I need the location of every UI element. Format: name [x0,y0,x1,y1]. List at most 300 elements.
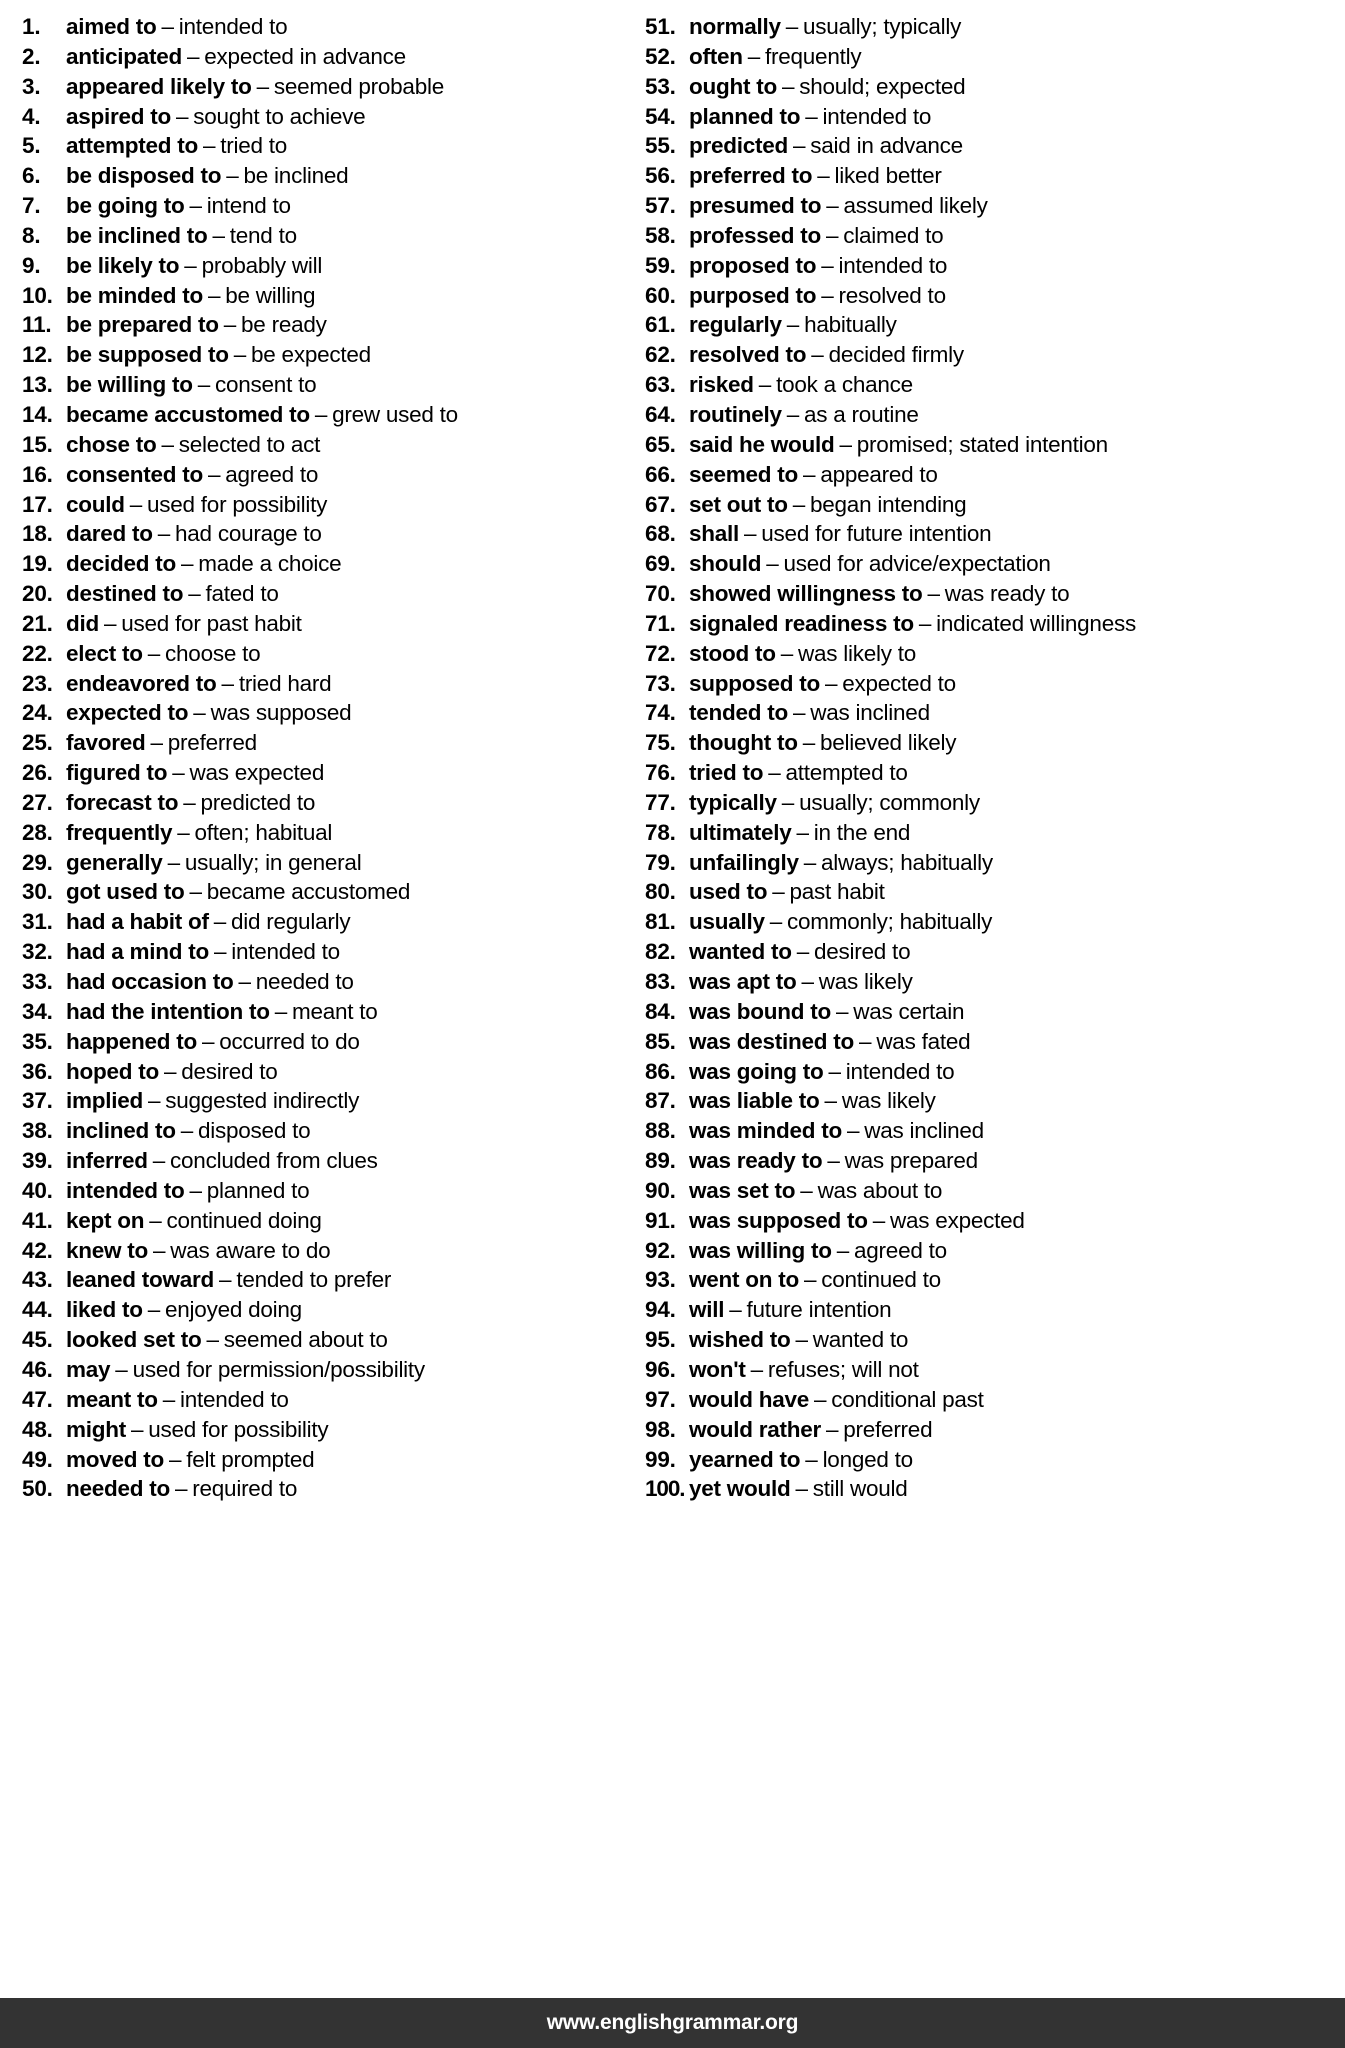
list-item-dash: – [177,819,190,845]
list-item [22,1474,645,1504]
list-item [645,877,1345,907]
list-item-number: 80. [645,879,676,905]
list-item [645,937,1345,967]
list-item-number: 85. [645,1028,676,1054]
list-item-definition: preferred [167,730,257,756]
list-item-number: 67. [645,491,676,517]
list-item-number: 38. [22,1118,53,1144]
list-item [22,102,645,132]
list-item-term: be inclined to [66,222,208,248]
list-item-number: 24. [22,700,53,726]
list-item [645,728,1345,758]
list-item-definition: frequently [765,43,862,69]
list-item-definition: claimed to [843,222,944,248]
list-item [22,788,645,818]
list-item-definition: longed to [822,1446,913,1472]
list-item-term: wished to [689,1327,791,1353]
list-item-definition: desired to [814,939,911,965]
list-item-definition: often; habitual [194,819,333,845]
list-item-number: 56. [645,163,676,189]
list-item-number: 16. [22,461,53,487]
list-item-term: looked set to [66,1327,202,1353]
list-item-number: 93. [645,1267,676,1293]
list-item-dash: – [803,461,816,487]
list-item-definition: needed to [255,969,354,994]
list-item-term: was liable to [689,1088,820,1114]
list-item [645,42,1345,72]
list-item-term: was bound to [689,998,831,1024]
list-item [22,1146,645,1176]
list-item [645,490,1345,520]
list-item [645,340,1345,370]
list-item-number: 42. [22,1237,53,1263]
list-item-definition: agreed to [854,1237,947,1263]
list-item-term: said he would [689,431,835,457]
list-item [645,1146,1345,1176]
list-item-number: 89. [645,1148,676,1174]
list-item-number: 100. [645,1476,685,1502]
list-item-number: 15. [22,431,53,457]
list-item-definition: selected to act [178,431,321,457]
list-item-definition: consent to [215,372,317,398]
list-item-number: 57. [645,193,676,219]
list-item-term: went on to [689,1267,799,1293]
list-item [22,131,645,161]
list-item [22,1385,645,1415]
list-item-number: 35. [22,1028,53,1054]
list-item-term: won't [689,1356,746,1382]
list-item-dash: – [927,581,940,607]
vocabulary-list [0,12,1345,1504]
list-item [645,639,1345,669]
list-item-term: be disposed to [66,163,222,189]
list-item-dash: – [208,461,221,487]
list-item-number: 45. [22,1327,53,1353]
list-item-number: 43. [22,1267,53,1293]
list-item [22,430,645,460]
list-item-term: had a mind to [66,939,209,965]
list-item-definition: did regularly [231,909,351,935]
list-item [645,1385,1345,1415]
list-item-dash: – [803,849,817,875]
list-item-term: aspired to [66,103,172,129]
list-item-number: 36. [22,1058,53,1084]
list-item-dash: – [256,73,269,99]
list-item-number: 83. [645,969,676,994]
list-item-term: had occasion to [66,969,234,994]
list-item-dash: – [148,1088,161,1114]
list-item-number: 1. [22,14,41,39]
list-item-definition: felt prompted [186,1446,315,1472]
list-item-number: 79. [645,849,676,875]
list-item [22,400,645,430]
list-item [645,102,1345,132]
list-item-definition: meant to [291,998,378,1024]
list-item-term: was willing to [689,1237,832,1263]
list-item-dash: – [189,879,202,905]
list-item-term: kept on [66,1207,145,1233]
list-item-dash: – [197,372,211,398]
list-item-number: 90. [645,1177,676,1203]
list-item-definition: became accustomed [206,879,411,905]
list-item-number: 33. [22,969,53,994]
list-item-term: normally [689,14,781,39]
list-item-number: 49. [22,1446,53,1472]
list-item [645,191,1345,221]
list-item-term: inferred [66,1148,148,1174]
list-item [22,251,645,281]
list-item-term: was destined to [689,1028,855,1054]
list-item-number: 28. [22,819,53,845]
list-item-definition: was prepared [844,1148,978,1174]
list-item-dash: – [729,1297,742,1323]
list-item-dash: – [167,849,180,875]
list-column-left [0,12,645,1504]
list-item-number: 27. [22,789,53,815]
list-item-definition: agreed to [225,461,319,487]
list-item [22,728,645,758]
list-item-definition: probably will [201,252,323,278]
list-item-term: appeared likely to [66,73,252,99]
list-item-term: was going to [689,1058,824,1084]
list-item-term: liked to [66,1297,143,1323]
list-item-definition: as a routine [804,401,919,427]
list-item-dash: – [821,282,834,308]
list-item [22,340,645,370]
list-item-definition: preferred [843,1416,933,1442]
list-item [645,460,1345,490]
list-item-term: signaled readiness to [689,610,914,636]
list-item-dash: – [221,670,234,696]
list-item [22,281,645,311]
list-item-definition: choose to [165,640,261,666]
list-item-dash: – [847,1118,860,1144]
list-item-term: regularly [689,312,782,338]
list-item-definition: be expected [251,342,371,368]
list-item-definition: disposed to [198,1118,311,1144]
list-item-number: 87. [645,1088,676,1114]
list-item [645,758,1345,788]
list-item-term: might [66,1416,126,1442]
list-item-definition: sought to achieve [193,103,366,129]
list-item-term: set out to [689,491,788,517]
list-item-dash: – [828,1058,841,1084]
list-item [645,698,1345,728]
list-item-dash: – [172,760,185,786]
list-item-dash: – [780,640,793,666]
list-item-term: happened to [66,1028,197,1054]
list-item-number: 5. [22,133,41,159]
list-item-dash: – [744,521,757,547]
list-item [22,937,645,967]
list-item-dash: – [169,1446,182,1472]
list-item-definition: be willing [225,282,316,308]
list-item-definition: be ready [241,312,327,338]
list-item-definition: was supposed [210,700,352,726]
list-item-term: decided to [66,551,177,577]
list-item-definition: wanted to [812,1327,909,1353]
list-item-dash: – [208,282,221,308]
list-item-definition: intended to [838,252,948,278]
list-item-dash: – [793,133,806,159]
list-item-number: 91. [645,1207,676,1233]
list-item [22,370,645,400]
list-item [22,1325,645,1355]
list-item [22,1057,645,1087]
list-item-definition: began intending [810,491,967,517]
list-item [645,370,1345,400]
list-item-number: 7. [22,193,41,219]
list-item-dash: – [274,998,287,1024]
list-item-definition: was inclined [810,700,930,726]
list-item-term: ultimately [689,819,792,845]
list-item-dash: – [836,1237,850,1263]
site-url[interactable]: www.englishgrammar.org [546,2011,799,2034]
list-item-number: 73. [645,670,676,696]
list-item [645,1295,1345,1325]
list-item-dash: – [772,879,785,905]
list-item-term: needed to [66,1476,171,1502]
list-item-dash: – [827,1148,840,1174]
list-item-definition: was likely to [798,640,917,666]
list-item-number: 40. [22,1177,53,1203]
list-item-number: 29. [22,849,53,875]
list-item [645,1176,1345,1206]
list-item-number: 64. [645,401,676,427]
list-item-term: hoped to [66,1058,159,1084]
list-item-dash: – [184,252,197,278]
list-item [22,191,645,221]
list-item-number: 34. [22,998,53,1024]
list-item [22,490,645,520]
list-item-dash: – [781,789,795,815]
list-item-definition: intended to [822,103,932,129]
list-item-dash: – [786,401,800,427]
list-item-term: usually [689,909,765,935]
list-item-term: be likely to [66,252,180,278]
list-item-number: 20. [22,581,53,607]
list-item-term: would rather [689,1416,822,1442]
list-item-dash: – [161,14,174,39]
list-item-number: 37. [22,1088,53,1114]
list-item-term: was set to [689,1177,796,1203]
list-item-dash: – [183,789,196,815]
list-item [645,1415,1345,1445]
list-item [22,549,645,579]
list-item-dash: – [826,222,839,248]
list-item-number: 74. [645,700,676,726]
list-item [22,1236,645,1266]
list-item-dash: – [203,133,216,159]
list-item [645,281,1345,311]
list-item-term: supposed to [689,670,820,696]
list-item-definition: was certain [853,998,965,1024]
list-item-dash: – [147,1297,161,1323]
list-item [22,609,645,639]
list-item-dash: – [817,163,830,189]
list-item [22,818,645,848]
list-item-number: 25. [22,730,53,756]
list-item-term: endeavored to [66,670,217,696]
list-item-term: attempted to [66,133,198,159]
list-item-term: be supposed to [66,342,229,368]
list-item-dash: – [187,43,200,69]
list-item-term: thought to [689,730,798,756]
list-item [22,848,645,878]
list-item-dash: – [193,700,206,726]
list-item [645,519,1345,549]
list-item-definition: believed likely [819,730,957,756]
list-item-dash: – [162,1386,176,1412]
list-item-dash: – [768,760,781,786]
list-item-definition: used for future intention [761,521,992,547]
list-item-number: 95. [645,1327,676,1353]
list-item-term: favored [66,730,146,756]
list-item-dash: – [223,312,237,338]
list-item-definition: was inclined [864,1118,984,1144]
list-item-number: 70. [645,581,676,607]
list-item-term: will [689,1297,725,1323]
list-item-definition: concluded from clues [170,1148,378,1174]
list-item-term: forecast to [66,789,179,815]
list-item-definition: was likely [818,969,913,994]
list-item-definition: was aware to do [170,1237,331,1263]
list-item-definition: was fated [876,1028,971,1054]
list-item [645,967,1345,997]
list-item-number: 68. [645,521,676,547]
list-item [22,639,645,669]
list-item-term: showed willingness to [689,581,923,607]
list-item-term: had the intention to [66,998,270,1024]
list-item-definition: liked better [834,163,942,189]
list-item-dash: – [800,1177,813,1203]
list-item-dash: – [747,43,761,69]
list-item-dash: – [188,581,201,607]
list-item-number: 46. [22,1356,53,1382]
list-item [22,460,645,490]
list-item-definition: decided firmly [828,342,964,368]
list-item-dash: – [149,1207,162,1233]
list-item-dash: – [131,1416,144,1442]
list-item-term: be minded to [66,282,203,308]
list-item-dash: – [750,1356,763,1382]
list-item [22,1086,645,1116]
list-item-dash: – [796,939,810,965]
list-item-definition: took a chance [776,372,913,398]
list-item [22,698,645,728]
list-item [22,1265,645,1295]
list-item-term: be prepared to [66,312,219,338]
list-item [645,818,1345,848]
list-item [645,1206,1345,1236]
list-item-dash: – [163,1058,177,1084]
list-item-definition: was about to [817,1177,943,1203]
list-item-dash: – [805,1446,818,1472]
list-item-dash: – [805,103,818,129]
list-item [22,1355,645,1385]
list-item-term: preferred to [689,163,813,189]
list-item-term: would have [689,1386,810,1412]
list-item [22,221,645,251]
list-item [22,579,645,609]
list-item-term: predicted [689,133,789,159]
list-item [22,1176,645,1206]
list-item-definition: continued doing [166,1207,322,1233]
list-item-definition: enjoyed doing [165,1297,302,1323]
list-item [645,12,1345,42]
list-item-dash: – [152,1148,166,1174]
list-item-definition: made a choice [198,551,342,577]
list-item [22,519,645,549]
list-item-number: 88. [645,1118,676,1144]
list-item [645,1086,1345,1116]
list-item-definition: resolved to [838,282,946,308]
list-item-number: 51. [645,14,676,39]
list-item [645,1116,1345,1146]
list-item-number: 66. [645,461,676,487]
list-item [645,1027,1345,1057]
list-item-term: planned to [689,103,801,129]
list-item-dash: – [129,491,143,517]
list-item-term: was minded to [689,1118,843,1144]
list-item-number: 59. [645,252,676,278]
list-item-term: implied [66,1088,144,1114]
list-item-definition: intend to [206,193,291,219]
list-item-term: was ready to [689,1148,823,1174]
list-item-number: 23. [22,670,53,696]
list-item-definition: used for permission/possibility [132,1356,425,1382]
list-item-term: elect to [66,640,143,666]
list-item-definition: conditional past [831,1386,984,1412]
list-item-number: 78. [645,819,676,845]
list-item-definition: intended to [180,1386,289,1412]
list-item-number: 22. [22,640,53,666]
list-item-definition: tried hard [238,670,332,696]
list-item-dash: – [206,1327,219,1353]
list-item-number: 63. [645,372,676,398]
list-item [645,669,1345,699]
list-item-definition: used for possibility [147,491,328,517]
list-item-definition: be inclined [243,163,349,189]
list-item-definition: always; habitually [821,849,993,875]
list-item-definition: seemed probable [273,73,444,99]
list-item-number: 9. [22,252,41,278]
list-item-dash: – [802,730,815,756]
list-item-dash: – [824,1088,837,1114]
list-item-number: 55. [645,133,676,159]
list-item [645,131,1345,161]
list-item-definition: refuses; will not [767,1356,919,1382]
list-item [22,72,645,102]
list-item-number: 39. [22,1148,53,1174]
list-item [22,1027,645,1057]
list-item-number: 12. [22,342,53,368]
list-item-dash: – [821,252,834,278]
list-item-definition: intended to [845,1058,955,1084]
list-item-number: 82. [645,939,676,965]
list-item-dash: – [795,1476,808,1502]
list-item-number: 32. [22,939,53,965]
list-item-number: 60. [645,282,676,308]
list-item-definition: should; expected [799,73,966,99]
list-item-definition: assumed likely [843,193,988,219]
list-item-number: 8. [22,222,41,248]
list-item [22,1206,645,1236]
list-item [645,1325,1345,1355]
list-item [22,997,645,1027]
list-item-term: wanted to [689,939,792,965]
list-item-definition: expected in advance [204,43,406,69]
